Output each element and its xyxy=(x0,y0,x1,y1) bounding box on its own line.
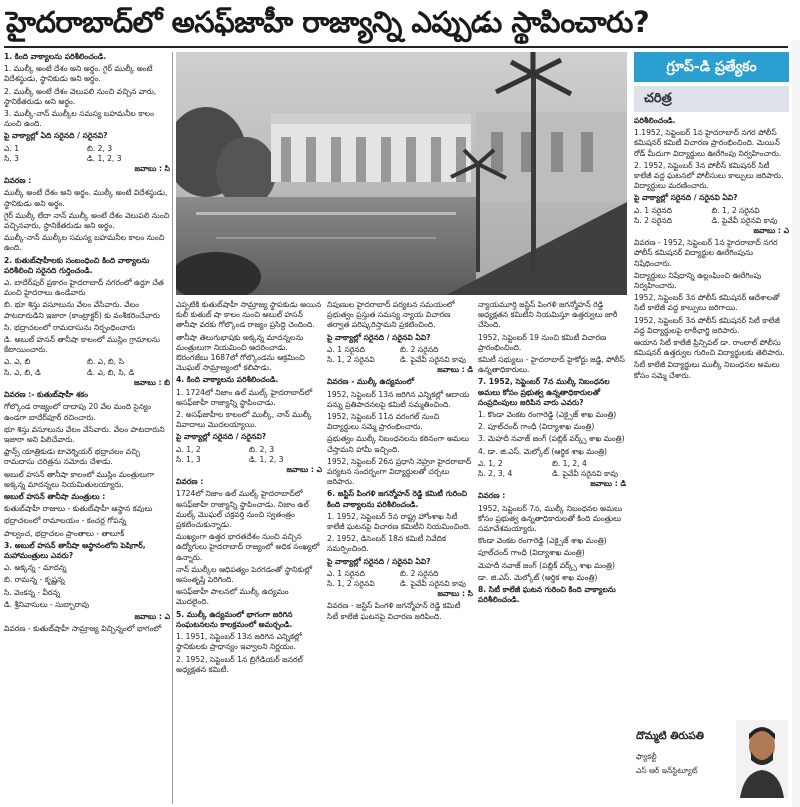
explanation-line: 1952, సెప్టెంబర్‌ 7న, ముల్కీ నిబంధనల అమలు కోసం ప్రభుత్వ ఉన్నతాధికారులతో కింది మంత్రులు సమావేశమయ్యారు. xyxy=(478,503,623,534)
explanation-line: నాన్‌ ముల్కీల ఆధిపత్యం పెరగడంతో స్థానికుల్లో అసంతృప్తి పెరిగింది. xyxy=(176,564,313,585)
options xyxy=(176,445,322,465)
author-name: దొమ్మటి తిరుపతి xyxy=(636,730,704,742)
q6-options xyxy=(327,569,473,589)
explanation-line: ముఖ్యంగా ఉత్తర భారతదేశం నుంచి వచ్చిన ఉద్యోగులు హైదరాబాద్‌ రాజ్యంలో అధిక సంఖ్యలో ఉన్నారు. xyxy=(176,532,320,562)
paragraph: 1952, సెప్టెంబర్‌ 19 నుంచి కమిటీ విచారణ ప్రారంభించింది. xyxy=(478,332,607,352)
q1-intro: 1. కింది వాక్యాలను పరిశీలించండి. xyxy=(4,52,107,61)
question: పై వాక్యాల్లో సరైనది / సరైనవి? xyxy=(176,432,267,442)
explanation-line: గైర్‌ ముల్కీ లేదా నాన్‌ ముల్కీ అంటే దేశం వెలుపలి నుంచి వచ్చినవారు, స్థానికేతరుడు అని అర్థం. xyxy=(4,210,170,231)
paragraph: ఎప్పటికి కుతుబ్‌షాహీ సామ్రాజ్య స్థాపకుడు అయిన కులీ కుతుబ్‌ షా కాలం నుంచి అబుల్‌ హసన్‌ తానీషా వరకు గోల్కొండ రాజ్యం ప్రసిద్ధి చెందింది. xyxy=(176,300,322,330)
option: సి. 1, 2 సరైనవి xyxy=(327,355,375,365)
option: డి. శ్రీనివాసులు - సుబ్బారావు xyxy=(4,599,90,609)
explanation-head: వివరణ : xyxy=(176,477,204,487)
option: డి. పైవేవీ సరైనవి కావు xyxy=(552,469,618,479)
q4-tail: వివరణ - కుతుబ్‌షాహీ సామ్రాజ్య విచ్ఛిన్నంలో భాగంలో xyxy=(4,624,162,634)
q1-item: 1. ముల్కీ అంటే దేశం అని అర్థం. గైర్‌ ముల్కీ అంటే విదేశస్థుడు, స్థానికుడు అని అర్థం. xyxy=(4,64,153,84)
explanation-line: 1952, సెప్టెంబర్‌ 3న పోలీస్‌ కమిషనర్‌ సిటీ కాలేజీ వద్ద విద్యార్థులపై లాఠీఛార్జి జరిపారు. xyxy=(634,315,780,335)
q2-item: బి. భూ శిస్తు వసూలును వేలం వేసేవారు. వేలం పాటదారుడిని ఇజారా (కాంట్రాక్టర్‌) కు వంశీకరించేవారు xyxy=(4,300,160,320)
option: బి. ఎ, బి, సి xyxy=(87,357,124,367)
column-4 xyxy=(478,300,626,804)
q7-answer: జవాబు : డి xyxy=(590,479,626,489)
group-d-badge: గ్రూప్‌-డి ప్రత్యేకం xyxy=(634,52,789,82)
option: సి. 3 xyxy=(4,153,19,163)
option: ఎ. 1 సరైనది xyxy=(634,205,672,215)
q7-item: 2. పూల్‌చంద్‌ గాంధీ (విద్యాశాఖ మంత్రి) xyxy=(478,422,595,432)
option: డి. ఎ, బి, సి, డి xyxy=(87,367,135,377)
option: బి. 1, 2, 4 xyxy=(552,458,587,468)
explanation-head: వివరణ - ముల్కీ ఉద్యమంలో xyxy=(327,377,415,387)
column-3 xyxy=(327,300,473,804)
explanation-line: 1952, సెప్టెంబర్‌ 26న ప్రధాని నెహ్రూ హైదరాబాద్‌ పర్యటన సందర్భంగా విద్యార్థులతో చర్చలు జరిపారు. xyxy=(327,456,472,487)
explanation-line: 1724లో నిజాం ఉల్‌ ముల్క్‌ హైదరాబాద్‌లో అసఫ్‌జాహీ రాజ్యాన్ని స్థాపించాడు. నిజాం ఉల్‌ ముల్క్‌ మొఘల్‌ చక్రవర్తి నుంచి స్వతంత్రం ప్రకటించుకున్నాడు. xyxy=(176,489,309,530)
explanation-line: గోల్కొండ రాజ్యంలో దాదాపు 20 వేల మంది సైన్యం ఉండగా బాదేర్‌పూర్‌ రచించారు. xyxy=(4,402,152,422)
paragraph: న్యాయమూర్తి జస్టిస్‌ పింగళి జగన్మోహన్‌ రెడ్డి అధ్యక్షతన కమిటీని నియమిస్తూ ఉత్తర్వులు జారీ చేసింది. xyxy=(478,300,618,330)
q4-item: 2. అసఫ్‌జాహీల కాలంలో ముల్కీ, నాన్‌ ముల్కీ వివాదాలు మొదలయ్యాయి. xyxy=(176,410,312,430)
list-item: భద్రాచలంలో రామాలయం - కంచర్ల గోపన్న xyxy=(4,516,127,526)
q1-question: పై వాక్యాల్లో ఏది సరైనది / సరైనవి? xyxy=(4,131,108,141)
options xyxy=(327,345,473,365)
q4-item: 1. 1724లో నిజాం ఉల్‌ ముల్క్‌ హైదరాబాద్‌లో అసఫ్‌జాహీ రాజ్యాన్ని స్థాపించాడు. xyxy=(176,387,313,407)
paragraph: 2. 1952, సెప్టెంబర్‌ 3న పోలీస్‌ కమిషనర్‌ సిటీ కాలేజీ వద్ద ఘటనలో పోలీసులు కాల్పులు జరిపారు. విద్యార్థులు మరణించారు. xyxy=(634,160,784,191)
option: ఎ. ఎ, బి xyxy=(4,357,31,367)
q6-item: 2. 1952, డిసెంబర్‌ 18న కమిటీ నివేదిక సమర్పించింది. xyxy=(327,534,446,554)
q4-question: 3. అబుల్‌ హసన్‌ తానీషా ఆస్థానంలోని పెషిగార్‌, మహామంత్రులు ఎవరు? xyxy=(4,540,146,560)
explanation-line: వివరణ - 1952, సెప్టెంబర్‌ 1న హైదరాబాద్‌ నగర పోలీస్‌ కమిషనర్‌ విద్యార్థుల ఊరేగింపును నిషేధించారు. xyxy=(634,238,778,268)
column-5 xyxy=(634,116,789,714)
q4-intro: 4. కింది వాక్యాలను పరిశీలించండి. xyxy=(176,375,279,385)
option: సి. 1, 3 xyxy=(176,454,201,464)
option: బి. 2 సరైనది xyxy=(400,568,439,578)
paragraph: తానీషా తెలుగుభాషకు అక్కన్న మాదన్నలను మంత్రులుగా నియమించి ఆదరించాడు. ఔరంగజేబు 1687లో గోల్కొండను ఆక్రమించి మొఘల్‌ సామ్రాజ్యంలో కలిపాడు. xyxy=(176,332,305,373)
column-2 xyxy=(176,300,322,804)
explanation-line: డా. జి.ఎస్‌. మెల్కోట్‌ (ఆర్థిక శాఖ మంత్రి) xyxy=(478,572,598,582)
q5-item: 2. 1952, సెప్టెంబర్‌ 1న బ్రిగేడియర్‌ జనరల్‌ అధ్యక్షతన కమిటీ. xyxy=(176,654,303,674)
option: సి. వెంకన్న - వీరన్న xyxy=(4,587,61,597)
q5-item: 1. 1951, సెప్టెంబర్‌ 13న జరిగిన ఎన్నికల్లో స్థానికులకు ప్రాధాన్యం ఇవ్వాలని నిర్ణయం. xyxy=(176,632,302,652)
q8-question: 8. సిటీ కాలేజీ ఘటన గురించి కింది వాక్యాలను పరిశీలించండి. xyxy=(478,585,616,605)
palace-photo-illustration xyxy=(176,52,627,295)
explanation-line: విద్యార్థులు నిషేధాన్ని ఉల్లంఘించి ఊరేగింపు నిర్వహించారు. xyxy=(634,270,762,291)
answer: జవాబు : డి xyxy=(437,365,473,375)
q6-item: 1. 1952, సెప్టెంబర్‌ 5న రాష్ట్ర హోంశాఖ సిటీ కాలేజీ ఘటనపై విచారణ కమిటీని నియమించింది. xyxy=(327,511,471,532)
explanation-line: మెహదీ నవాజ్‌ జంగ్‌ (పబ్లిక్‌ వర్క్స్‌ శాఖ మంత్రి) xyxy=(478,560,615,570)
column-1 xyxy=(4,52,170,804)
q1-answer: జవాబు : సి xyxy=(134,164,170,174)
option: సి. 2 సరైనది xyxy=(634,215,672,225)
q4-answer: జవాబు : ఎ xyxy=(134,611,170,621)
option: ఎ. 1 సరైనది xyxy=(327,568,365,578)
option: డి. 1, 2, 3 xyxy=(87,153,122,163)
explanation-line: 1952, సెప్టెంబర్‌ 3న పోలీస్‌ కమిషనర్‌ ఆదేశాలతో సిటీ కాలేజీ వద్ద కాల్పులు జరిగాయి. xyxy=(634,293,780,313)
options xyxy=(634,206,789,226)
q6-subquestion: పై వాక్యాల్లో సరైనది / సరైనవి ఏవి? xyxy=(327,556,431,566)
paragraph: 1.1952, సెప్టెంబర్‌ 1న హైదరాబాద్‌ నగర పోలీస్‌ కమిషనర్‌ కమిటీ విచారణ ప్రారంభించింది. మెయిన్‌ రోడ్‌ మీదుగా విద్యార్థులు ఊరేగింపు నిర్వహించారు. xyxy=(634,128,782,158)
q1-item: 2. ముల్కీ అంటే దేశం వెలుపలి నుంచి వచ్చిన వారు, స్థానికేతరుడు అని అర్థం. xyxy=(4,86,157,106)
explanation-line: 1952, సెప్టెంబర్‌ 11న వరంగల్‌ నుంచి విద్యార్థులు సమ్మె ప్రారంభించారు. xyxy=(327,412,440,432)
option: ఎ. అక్కన్న - మాదన్న xyxy=(4,563,67,573)
option: బి. రామన్న - కృష్ణన్న xyxy=(4,575,65,585)
subject-label: చరిత్ర xyxy=(634,86,789,112)
explanation-line: ముల్కీ అంటే దేశం అని అర్థం. ముల్కీ అంటే విదేశస్థుడు, స్థానికుడు అని అర్థం. xyxy=(4,188,168,208)
q2-explanation-head: వివరణ :- కుతుబ్‌షాహీ శకం xyxy=(4,390,88,400)
q2-question: 2. కుతుబ్‌షాహీలకు సంబంధించి కింది వాక్యాలను పరిశీలించి సరైనది గుర్తించండి. xyxy=(4,255,150,275)
explanation-line: ఫ్రాన్స్‌ యాత్రికుడు టావెర్నియర్‌ భద్రాచలం వచ్చి రామదాసు చరిత్రను నమోదు చేశాడు. xyxy=(4,447,141,467)
q6-question: 6. జస్టిస్‌ పింగళి జగన్మోహన్‌ రెడ్డి కమిటీ గురించి కింది వాక్యాలను పరిశీలించండి. xyxy=(327,489,467,509)
author-org: ఎస్‌ ఆర్‌ ఇన్‌స్టిట్యూట్‌ xyxy=(636,766,698,775)
option: ఎ. 1 సరైనది xyxy=(327,344,365,354)
q2-answer: జవాబు : బి xyxy=(133,377,170,387)
q5-question: 5. ముల్కీ ఉద్యమంలో భాగంగా జరిగిన సంఘటనలను కాలక్రమంలో అమర్చండి. xyxy=(176,609,293,629)
q3-head: అబుల్‌ హసన్‌ తానీషా మంత్రులు : xyxy=(4,491,106,501)
author-photo xyxy=(736,720,788,798)
answer: జవాబు : ఎ xyxy=(753,226,789,236)
q7-item: 1. కొండా వెంకట రంగారెడ్డి (ఎక్సైజ్‌ శాఖ మంత్రి) xyxy=(478,410,617,420)
question: పై వాక్యాల్లో సరైనది / సరైనవి ఏవి? xyxy=(327,332,431,342)
option: డి. పైవేవీ సరైనవి కావు xyxy=(400,579,466,589)
q2-item: డి. అబుల్‌ హసన్‌ తానీషా కాలంలో ముస్లిం గ్రామాలను కేటాయించారు. xyxy=(4,335,160,355)
adjacent-page-edge xyxy=(792,40,800,807)
explanation-line: అసఫ్‌జాహీ పాలనలో ముల్కీ ఉద్యమం మొదలైంది. xyxy=(176,587,289,607)
option: ఎ. 1, 2 xyxy=(176,444,201,454)
q1-explanation-head: వివరణ : xyxy=(4,176,32,186)
option: ఎ. 1 xyxy=(4,143,20,153)
headline: హైదరాబాద్‌లో అసఫ్‌జాహీ రాజ్యాన్ని ఎప్పుడు స్థాపించారు? xyxy=(6,5,650,39)
palace-photo xyxy=(176,52,627,295)
explanation-line: అబుల్‌ హసన్‌ తానీషా కాలంలో ముస్లిం మంత్రులుగా అక్కన్న మాదన్నలు నియమితులయ్యారు. xyxy=(4,469,155,489)
q2-item: ఎ. బాదేర్‌పుర్‌ ప్రకారం హైదరాబాద్‌ నగరంలో ఉర్దూ చేత మంచి హైదరాలు ఉండేవారు xyxy=(4,278,164,298)
paragraph: పరిశీలించండి. xyxy=(634,116,676,125)
explanation-line: పూల్‌చంద్‌ గాంధీ (విద్యాశాఖ మంత్రి) xyxy=(478,548,585,558)
q2-options xyxy=(4,357,170,377)
q6-tail: వివరణ - జస్టిస్‌ పింగళి జగన్మోహన్‌ రెడ్డి కమిటీ సిటీ కాలేజీ ఘటనపై విచారణ జరిపింది. xyxy=(327,601,461,621)
option: డి. 1, 2, 3 xyxy=(249,454,284,464)
q7-item: 3. మెహదీ నవాజ్‌ జంగ్‌ (పబ్లిక్‌ వర్క్స్‌ శాఖ మంత్రి) xyxy=(478,434,625,444)
column-divider xyxy=(172,52,173,804)
q6-answer: జవాబు : సి xyxy=(437,589,473,599)
explanation-line: ప్రభుత్వం ముల్కీ నిబంధనలను కఠినంగా అమలు చేస్తామని హామీ ఇచ్చింది. xyxy=(327,434,469,454)
paragraph: నిపుణుల హైదరాబాద్‌ పర్యటన సమయంలో ప్రభుత్వం ప్రస్తుత సమస్య న్యాయ విచారణ తర్వాత పరిష్కరిస్తామని ప్రకటించింది. xyxy=(327,300,455,330)
q2-item: సి. భద్రాచలంలో రామదాసును నిర్బంధించారు xyxy=(4,322,136,332)
author-box xyxy=(632,718,790,800)
answer: జవాబు : ఎ xyxy=(286,465,322,475)
option: బి. 2, 3 xyxy=(249,444,275,454)
option: సి. 1, 2 సరైనవి xyxy=(327,579,375,589)
author-role: ఫ్యాకల్టీ xyxy=(636,752,657,761)
explanation-line: కొండా వెంకట రంగారెడ్డి (ఎక్సైజ్‌ శాఖ మంత్రి) xyxy=(478,536,607,546)
explanation-line: భూ శిస్తు వసూలును వేలం వేసేవారు. వేలం పాటదారుని ఇజారా అని పిలిచేవారు. xyxy=(4,424,165,444)
list-item: కుతుబ్‌షాహీ రాజులు - కుతుబ్‌షాహీ ఆస్థాన కవులు xyxy=(4,504,153,514)
option: డి. పైవేవీ సరైనవి కావు xyxy=(711,215,778,225)
explanation-line: ఆయాన సిటీ కాలేజీ ప్రిన్సిపల్‌ డా. రాంలాల్‌ పోలీసు కమిషనర్‌ ఉత్తర్వుల గురించి విద్యార్థులకు తెలిపారు. xyxy=(634,338,785,358)
paragraph: కమిటీ సభ్యులు - హైదరాబాద్‌ హైకోర్టు జడ్జి, పోలీస్‌ ఉన్నతాధికారులు. xyxy=(478,355,625,375)
option: బి. 1, 2 సరైనవి xyxy=(711,205,760,215)
q1-item: 3. ముల్కీ-నాన్‌ ముల్కీల సమస్య బహమనీల కాలం నుంచి ఉంది. xyxy=(4,109,155,129)
option: బి. 2 సరైనది xyxy=(400,344,439,354)
list-item: పాల్వంచ, భద్రాచలం ప్రాంతాలు - తాలూక్‌ xyxy=(4,528,125,538)
question: పై వాక్యాల్లో సరైనది / సరైనవి ఏవి? xyxy=(634,193,738,203)
headline-rule xyxy=(4,46,788,48)
q7-item: 4. డా. జి.ఎస్‌. మెల్కోట్‌ (ఆర్థిక శాఖ మంత్రి) xyxy=(478,446,608,456)
explanation-head: వివరణ : xyxy=(478,491,506,501)
explanation-line: ముల్కీ-నాన్‌ ముల్కీల సమస్య బహమనీల కాలం నుంచి ఉంది. xyxy=(4,233,165,253)
option: సి. ఎ, బి, డి xyxy=(4,367,41,377)
option: ఎ. 1, 2 xyxy=(478,458,503,468)
explanation-line: 1952, సెప్టెంబర్‌ 13న జరిగిన ఎన్నికల్లో ఆదాయ పన్ను ప్రతిపాదనలపై కమిటీ సమ్మతించింది. xyxy=(327,389,470,409)
q7-options xyxy=(478,459,626,479)
explanation-line: సిటీ కాలేజీ విద్యార్థులు ముల్కీ నిబంధనల అమలు కోసం సమ్మె చేశారు. xyxy=(634,360,780,380)
option: డి. పైవేవీ సరైనవి కావు xyxy=(400,355,466,365)
option: బి. 2, 3 xyxy=(87,143,113,153)
q7-question: 7. 1952, సెప్టెంబర్‌ 7న ముల్కీ నిబంధనల అమలు కోసం ప్రభుత్వ ఉన్నతాధికారులతో సంప్రదింపులు జరిపిన వారు ఎవరు? xyxy=(478,377,610,407)
option: సి. 2, 3, 4 xyxy=(478,469,513,479)
q1-options xyxy=(4,144,170,164)
